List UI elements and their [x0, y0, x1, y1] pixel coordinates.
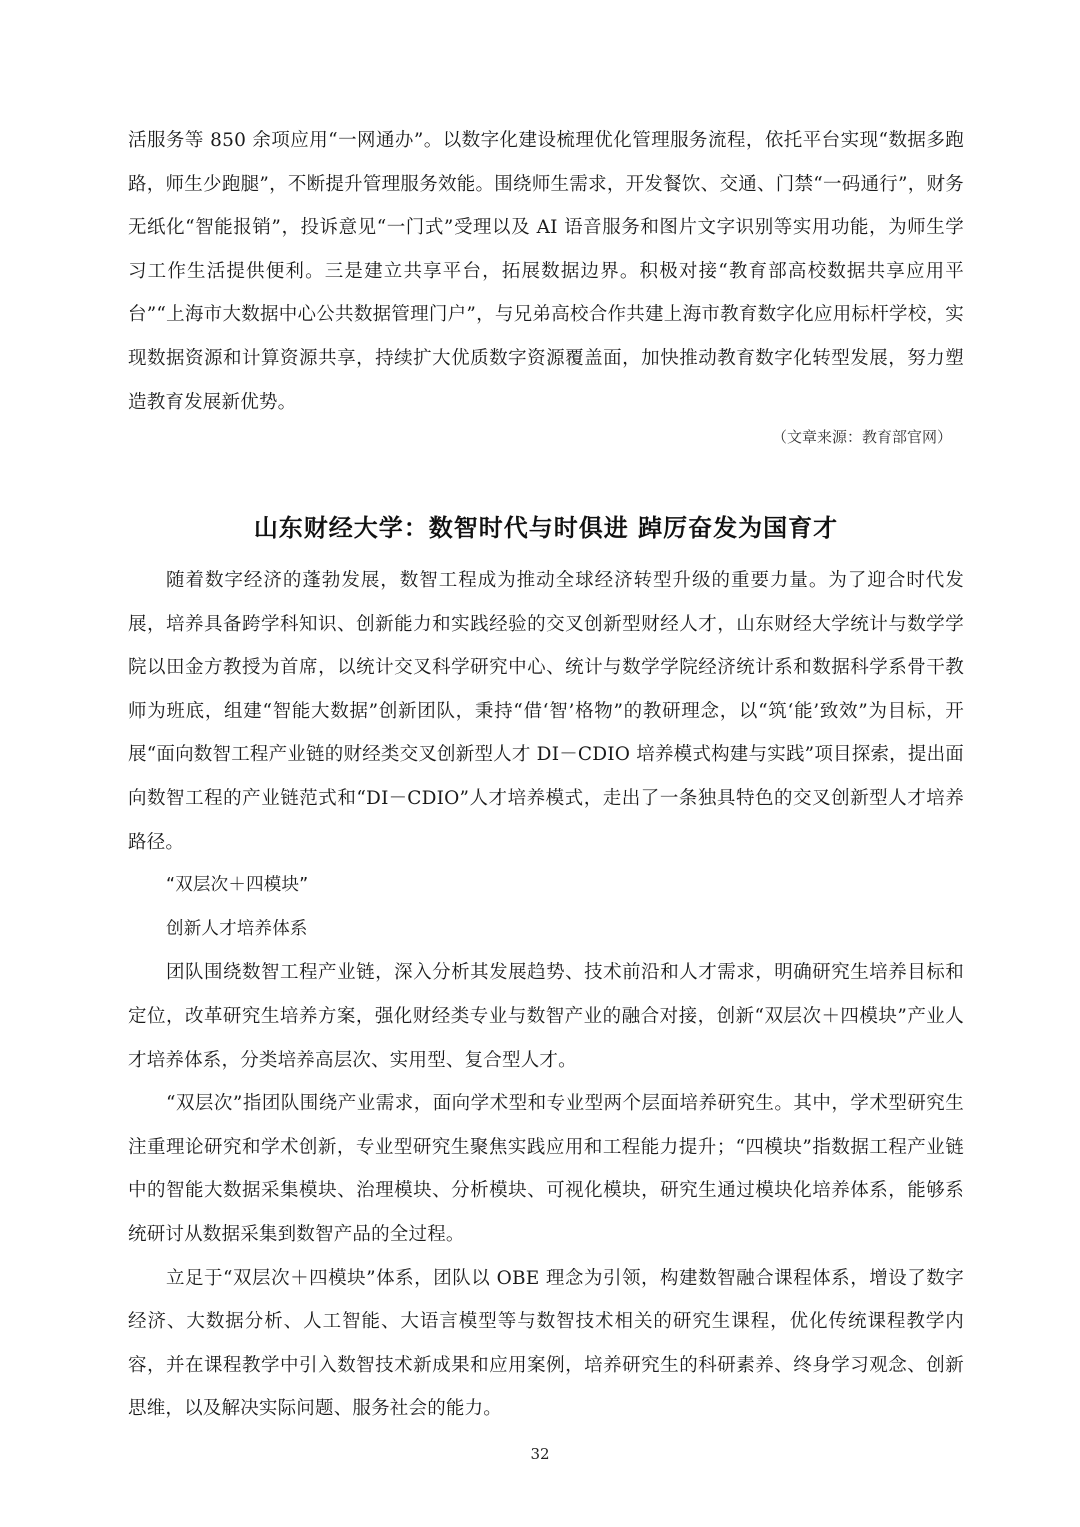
article-body: [128, 559, 964, 1431]
intro-paragraph: 随着数字经济的蓬勃发展，数智工程成为推动全球经济转型升级的重要力量。为了迎合时代发展，培养具备跨学科知识、创新能力和实践经验的交叉创新型财经人才，山东财经大学统计与数学学院以田金方教授为首席，以统计交叉科学研究中心、统计与数学学院经济统计系和数据科学系骨干教师为班底，组建“智能大数据”创新团队，秉持“借‘智’格物”的教研理念，以“筑‘能’致效”为目标，开展“面向数智工程产业链的财经类交叉创新型人才 DI－CDIO 培养模式构建与实践”项目探索，提出面向数智工程的产业链范式和“DI－CDIO”人才培养模式，走出了一条独具特色的交叉创新型人才培养路径。: [128, 570, 964, 853]
page-number: 32: [530, 1445, 550, 1463]
subheading-2: 创新人才培养体系: [166, 918, 308, 939]
source-note: （文章来源：教育部官网）: [771, 428, 952, 446]
continued-paragraph-block: [128, 119, 964, 424]
body-paragraph-2: “双层次”指团队围绕产业需求，面向学术型和专业型两个层面培养研究生。其中，学术型研究生注重理论研究和学术创新，专业型研究生聚焦实践应用和工程能力提升；“四模块”指数据工程产业链中的智能大数据采集模块、治理模块、分析模块、可视化模块，研究生通过模块化培养体系，能够系统研讨从数据采集到数智产品的全过程。: [128, 1093, 964, 1245]
article-title: 山东财经大学：数智时代与时俱进 踔厉奋发为国育才: [253, 514, 839, 542]
body-paragraph-1: 团队围绕数智工程产业链，深入分析其发展趋势、技术前沿和人才需求，明确研究生培养目标和定位，改革研究生培养方案，强化财经类专业与数智产业的融合对接，创新“双层次＋四模块”产业人才培养体系，分类培养高层次、实用型、复合型人才。: [128, 962, 964, 1071]
continued-paragraph: 活服务等 850 余项应用“一网通办”。以数字化建设梳理优化管理服务流程，依托平台实现“数据多跑路，师生少跑腿”，不断提升管理服务效能。围绕师生需求，开发餐饮、交通、门禁“一码通行”，财务无纸化“智能报销”，投诉意见“一门式”受理以及 AI 语音服务和图片文字识别等实用功能，为师生学习工作生活提供便利。三是建立共享平台，拓展数据边界。积极对接“教育部高校数据共享应用平台”“上海市大数据中心公共数据管理门户”，与兄弟高校合作共建上海市教育数字化应用标杆学校，实现数据资源和计算资源共享，持续扩大优质数字资源覆盖面，加快推动教育数字化转型发展，努力塑造教育发展新优势。: [128, 130, 964, 413]
subheading-1: “双层次＋四模块”: [166, 875, 309, 896]
body-paragraph-3: 立足于“双层次＋四模块”体系，团队以 OBE 理念为引领，构建数智融合课程体系，增设了数字经济、大数据分析、人工智能、大语言模型等与数智技术相关的研究生课程，优化传统课程教学内容，并在课程教学中引入数智技术新成果和应用案例，培养研究生的科研素养、终身学习观念、创新思维，以及解决实际问题、服务社会的能力。: [128, 1267, 964, 1420]
